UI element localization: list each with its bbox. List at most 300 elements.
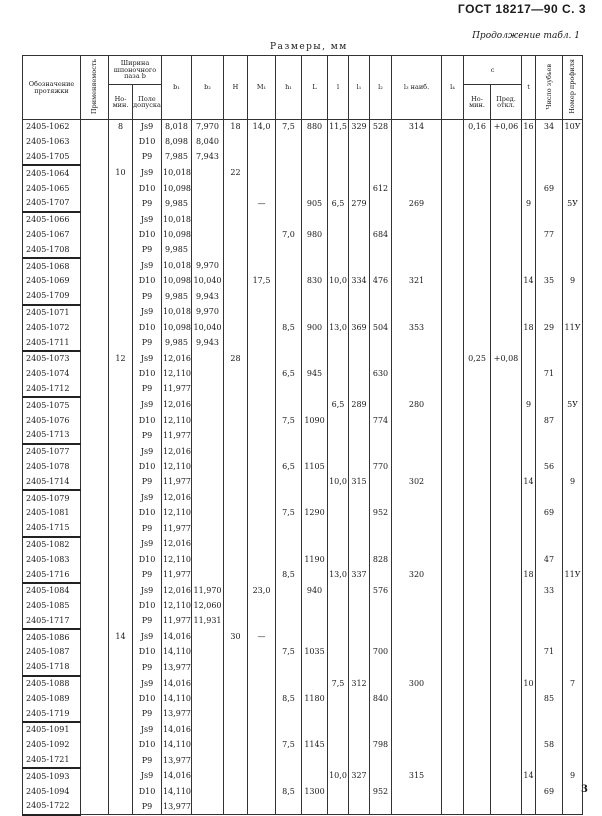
table-cell — [109, 490, 133, 506]
table-cell: 8,5 — [276, 691, 302, 706]
table-cell — [192, 753, 224, 769]
table-cell: 684 — [370, 228, 392, 243]
table-cell — [349, 305, 370, 321]
table-cell: 2405-1714 — [23, 474, 81, 490]
table-cell — [276, 289, 302, 305]
table-cell — [464, 537, 491, 553]
table-cell — [464, 676, 491, 692]
table-cell — [563, 660, 583, 676]
table-cell — [224, 521, 248, 537]
table-cell — [328, 413, 349, 428]
table-row — [23, 135, 583, 150]
col-applicability: Применяемость — [81, 56, 109, 120]
table-cell: 6,5 — [328, 397, 349, 413]
table-cell — [224, 738, 248, 753]
table-cell — [442, 552, 464, 567]
table-cell — [192, 382, 224, 398]
table-cell — [563, 165, 583, 181]
table-cell — [563, 228, 583, 243]
table-cell — [522, 335, 536, 351]
table-row — [23, 150, 583, 166]
table-cell — [522, 691, 536, 706]
table-cell — [81, 120, 109, 135]
table-cell — [392, 537, 442, 553]
table-cell — [276, 382, 302, 398]
table-cell — [302, 212, 328, 228]
table-cell — [349, 444, 370, 460]
table-cell — [276, 676, 302, 692]
table-cell — [224, 242, 248, 258]
table-cell: D10 — [133, 645, 162, 660]
table-cell — [248, 320, 276, 335]
table-row — [23, 722, 583, 738]
table-cell: 10,040 — [192, 274, 224, 289]
table-cell: 2405-1084 — [23, 583, 81, 599]
table-cell: 56 — [536, 460, 563, 475]
table-cell — [464, 474, 491, 490]
table-cell: 34 — [536, 120, 563, 135]
table-cell — [224, 552, 248, 567]
table-cell — [349, 335, 370, 351]
table-cell: 7,943 — [192, 150, 224, 166]
table-cell — [491, 676, 522, 692]
table-cell — [192, 397, 224, 413]
table-cell — [563, 645, 583, 660]
table-cell: P9 — [133, 289, 162, 305]
table-cell: 69 — [536, 181, 563, 196]
table-cell — [276, 768, 302, 784]
table-cell: 10,0 — [328, 474, 349, 490]
table-cell — [442, 289, 464, 305]
table-cell: 5У — [563, 397, 583, 413]
table-cell: P9 — [133, 521, 162, 537]
table-cell — [248, 474, 276, 490]
table-cell — [491, 397, 522, 413]
table-cell — [81, 212, 109, 228]
table-row — [23, 196, 583, 212]
table-cell — [442, 722, 464, 738]
table-cell — [302, 490, 328, 506]
table-cell: Js9 — [133, 444, 162, 460]
table-cell — [464, 722, 491, 738]
table-cell — [328, 382, 349, 398]
table-cell — [442, 567, 464, 583]
table-cell — [109, 274, 133, 289]
table-cell: 2405-1713 — [23, 428, 81, 444]
table-cell — [522, 212, 536, 228]
table-row — [23, 474, 583, 490]
document-header: ГОСТ 18217—90 С. 3 — [457, 2, 586, 16]
col-l-total: L — [302, 56, 328, 120]
table-cell: 10У — [563, 120, 583, 135]
table-cell: 12,016 — [162, 490, 192, 506]
col-c-nominal: Но-мин. — [464, 85, 491, 120]
table-cell — [224, 228, 248, 243]
table-cell — [442, 335, 464, 351]
table-cell — [349, 212, 370, 228]
table-cell — [442, 228, 464, 243]
table-cell: 8,098 — [162, 135, 192, 150]
table-cell: 11,977 — [162, 567, 192, 583]
table-cell: 8,5 — [276, 784, 302, 799]
table-cell: 10,018 — [162, 165, 192, 181]
table-cell — [81, 150, 109, 166]
table-cell: 302 — [392, 474, 442, 490]
table-cell — [81, 490, 109, 506]
table-cell — [328, 460, 349, 475]
table-cell — [491, 521, 522, 537]
table-cell — [563, 583, 583, 599]
table-cell — [522, 629, 536, 645]
table-cell — [536, 305, 563, 321]
table-cell — [442, 614, 464, 630]
table-cell — [464, 335, 491, 351]
table-cell: 13,0 — [328, 320, 349, 335]
table-cell — [109, 691, 133, 706]
table-cell: 9,985 — [162, 289, 192, 305]
table-cell: Js9 — [133, 120, 162, 135]
table-row — [23, 753, 583, 769]
table-cell — [464, 196, 491, 212]
table-cell — [464, 583, 491, 599]
table-cell — [370, 242, 392, 258]
table-cell: 8,018 — [162, 120, 192, 135]
col-l4: l₄ — [442, 56, 464, 120]
table-cell — [328, 583, 349, 599]
table-cell — [563, 506, 583, 521]
table-cell — [276, 490, 302, 506]
table-cell: 12,016 — [162, 444, 192, 460]
table-cell — [464, 382, 491, 398]
table-cell: 33 — [536, 583, 563, 599]
table-cell: 7,5 — [276, 738, 302, 753]
table-cell — [224, 691, 248, 706]
table-cell — [224, 181, 248, 196]
col-c: c — [464, 56, 522, 85]
table-cell — [442, 150, 464, 166]
table-row — [23, 413, 583, 428]
table-row — [23, 444, 583, 460]
table-cell — [464, 320, 491, 335]
table-cell: 2405-1094 — [23, 784, 81, 799]
table-cell — [464, 738, 491, 753]
table-row — [23, 784, 583, 799]
table-cell: 11,5 — [328, 120, 349, 135]
table-cell — [392, 583, 442, 599]
table-cell — [302, 660, 328, 676]
table-cell — [370, 629, 392, 645]
table-cell — [224, 583, 248, 599]
table-cell: 8,5 — [276, 567, 302, 583]
table-cell — [276, 537, 302, 553]
table-cell — [81, 629, 109, 645]
table-cell — [109, 181, 133, 196]
table-cell — [302, 474, 328, 490]
table-cell — [81, 706, 109, 722]
table-cell — [302, 289, 328, 305]
table-cell — [109, 614, 133, 630]
table-cell — [248, 165, 276, 181]
table-cell: 1190 — [302, 552, 328, 567]
table-cell: 2405-1075 — [23, 397, 81, 413]
table-cell — [349, 413, 370, 428]
table-row — [23, 397, 583, 413]
table-cell — [109, 428, 133, 444]
table-cell — [328, 181, 349, 196]
table-cell — [392, 367, 442, 382]
table-cell: 10,0 — [328, 274, 349, 289]
table-cell: 6,5 — [328, 196, 349, 212]
table-cell — [370, 474, 392, 490]
table-cell: 7,5 — [276, 506, 302, 521]
table-cell — [276, 428, 302, 444]
table-cell — [392, 738, 442, 753]
table-cell — [224, 614, 248, 630]
table-cell — [276, 212, 302, 228]
table-cell — [392, 305, 442, 321]
table-cell: P9 — [133, 706, 162, 722]
table-cell: 940 — [302, 583, 328, 599]
table-cell — [491, 599, 522, 614]
table-cell: 9,985 — [162, 242, 192, 258]
table-cell — [536, 428, 563, 444]
table-cell: 11,977 — [162, 614, 192, 630]
table-cell — [370, 351, 392, 367]
table-cell — [536, 135, 563, 150]
table-cell: 700 — [370, 645, 392, 660]
table-cell — [442, 799, 464, 815]
table-cell — [109, 382, 133, 398]
table-cell: 2405-1081 — [23, 506, 81, 521]
table-cell: 2405-1093 — [23, 768, 81, 784]
table-cell — [224, 676, 248, 692]
table-cell — [464, 552, 491, 567]
table-cell — [370, 599, 392, 614]
table-cell: D10 — [133, 460, 162, 475]
table-cell — [442, 258, 464, 274]
table-cell — [563, 181, 583, 196]
table-cell — [491, 258, 522, 274]
table-cell — [349, 521, 370, 537]
table-cell — [349, 753, 370, 769]
table-cell — [442, 212, 464, 228]
table-cell: 329 — [349, 120, 370, 135]
table-cell: 9 — [522, 196, 536, 212]
table-cell — [276, 552, 302, 567]
table-cell — [109, 397, 133, 413]
table-cell — [442, 474, 464, 490]
table-cell — [392, 521, 442, 537]
table-cell: 14,110 — [162, 645, 192, 660]
table-cell: 840 — [370, 691, 392, 706]
table-cell: P9 — [133, 382, 162, 398]
table-cell: 334 — [349, 274, 370, 289]
table-row — [23, 583, 583, 599]
table-cell — [276, 305, 302, 321]
table-cell: D10 — [133, 135, 162, 150]
table-cell — [81, 258, 109, 274]
table-row — [23, 660, 583, 676]
table-cell: 10,098 — [162, 181, 192, 196]
table-cell — [302, 335, 328, 351]
table-cell — [442, 753, 464, 769]
table-cell: 7,5 — [328, 676, 349, 692]
table-cell — [81, 738, 109, 753]
table-cell: D10 — [133, 320, 162, 335]
table-cell — [276, 629, 302, 645]
table-cell — [563, 784, 583, 799]
table-cell — [522, 460, 536, 475]
table-cell — [522, 305, 536, 321]
table-cell: Js9 — [133, 629, 162, 645]
table-cell: 7,985 — [162, 150, 192, 166]
table-cell — [442, 444, 464, 460]
table-cell — [536, 599, 563, 614]
table-cell: 11,931 — [192, 614, 224, 630]
table-cell — [302, 706, 328, 722]
table-cell — [109, 706, 133, 722]
table-cell — [192, 242, 224, 258]
table-cell — [81, 583, 109, 599]
table-cell — [192, 460, 224, 475]
table-cell — [491, 367, 522, 382]
table-cell: 14,110 — [162, 738, 192, 753]
table-cell — [563, 753, 583, 769]
table-cell — [392, 228, 442, 243]
table-cell — [442, 768, 464, 784]
table-cell: 6,5 — [276, 460, 302, 475]
table-cell: 327 — [349, 768, 370, 784]
table-cell — [302, 351, 328, 367]
table-cell — [442, 428, 464, 444]
table-cell — [81, 722, 109, 738]
table-cell — [370, 150, 392, 166]
table-cell — [491, 768, 522, 784]
table-cell: 12 — [109, 351, 133, 367]
table-cell — [328, 444, 349, 460]
table-cell — [248, 738, 276, 753]
table-cell — [491, 228, 522, 243]
table-cell — [536, 629, 563, 645]
table-cell — [109, 196, 133, 212]
table-cell — [392, 629, 442, 645]
table-cell — [349, 722, 370, 738]
table-cell: 14,016 — [162, 768, 192, 784]
table-cell: D10 — [133, 274, 162, 289]
table-cell — [349, 490, 370, 506]
table-cell — [536, 242, 563, 258]
table-cell — [109, 258, 133, 274]
table-cell — [328, 305, 349, 321]
table-row — [23, 614, 583, 630]
table-cell — [248, 691, 276, 706]
table-cell: 9,985 — [162, 335, 192, 351]
table-cell — [349, 181, 370, 196]
table-cell: Js9 — [133, 768, 162, 784]
table-cell — [392, 428, 442, 444]
table-cell — [563, 305, 583, 321]
table-cell — [442, 181, 464, 196]
table-cell: 18 — [224, 120, 248, 135]
table-cell: 9,985 — [162, 196, 192, 212]
table-cell — [392, 258, 442, 274]
table-row — [23, 599, 583, 614]
table-cell: D10 — [133, 367, 162, 382]
table-cell — [392, 444, 442, 460]
table-cell — [349, 645, 370, 660]
table-cell — [442, 305, 464, 321]
table-cell — [370, 799, 392, 815]
table-cell — [224, 428, 248, 444]
table-cell — [224, 474, 248, 490]
table-cell — [464, 629, 491, 645]
table-cell — [522, 583, 536, 599]
table-cell — [328, 645, 349, 660]
table-cell — [81, 413, 109, 428]
table-cell — [464, 799, 491, 815]
table-cell — [302, 567, 328, 583]
col-m1: M₁ — [248, 56, 276, 120]
table-cell — [563, 460, 583, 475]
table-cell — [81, 676, 109, 692]
table-cell — [392, 181, 442, 196]
table-cell — [224, 506, 248, 521]
table-cell — [522, 367, 536, 382]
table-cell — [491, 335, 522, 351]
table-cell — [349, 428, 370, 444]
table-cell — [491, 428, 522, 444]
table-cell: 2405-1074 — [23, 367, 81, 382]
table-cell — [224, 258, 248, 274]
table-cell — [109, 567, 133, 583]
table-cell — [109, 444, 133, 460]
table-cell — [328, 351, 349, 367]
table-cell: 13,977 — [162, 706, 192, 722]
table-cell — [224, 320, 248, 335]
table-cell — [563, 490, 583, 506]
table-cell: 12,110 — [162, 460, 192, 475]
table-row — [23, 645, 583, 660]
table-cell: 630 — [370, 367, 392, 382]
table-cell — [442, 351, 464, 367]
table-cell: 2405-1717 — [23, 614, 81, 630]
table-cell: Js9 — [133, 722, 162, 738]
table-cell — [276, 351, 302, 367]
table-cell — [442, 397, 464, 413]
table-cell — [442, 506, 464, 521]
table-cell — [81, 614, 109, 630]
table-cell — [109, 753, 133, 769]
table-cell — [192, 537, 224, 553]
table-cell — [192, 645, 224, 660]
table-cell: 11,977 — [162, 428, 192, 444]
table-cell — [536, 706, 563, 722]
table-cell — [192, 181, 224, 196]
table-cell — [464, 645, 491, 660]
table-cell — [248, 289, 276, 305]
table-cell: P9 — [133, 474, 162, 490]
table-cell — [464, 691, 491, 706]
table-cell — [248, 242, 276, 258]
table-cell: P9 — [133, 660, 162, 676]
table-cell — [392, 552, 442, 567]
table-cell — [81, 382, 109, 398]
table-cell: 1300 — [302, 784, 328, 799]
table-cell — [81, 274, 109, 289]
table-cell — [276, 706, 302, 722]
table-cell — [109, 320, 133, 335]
table-cell: 320 — [392, 567, 442, 583]
